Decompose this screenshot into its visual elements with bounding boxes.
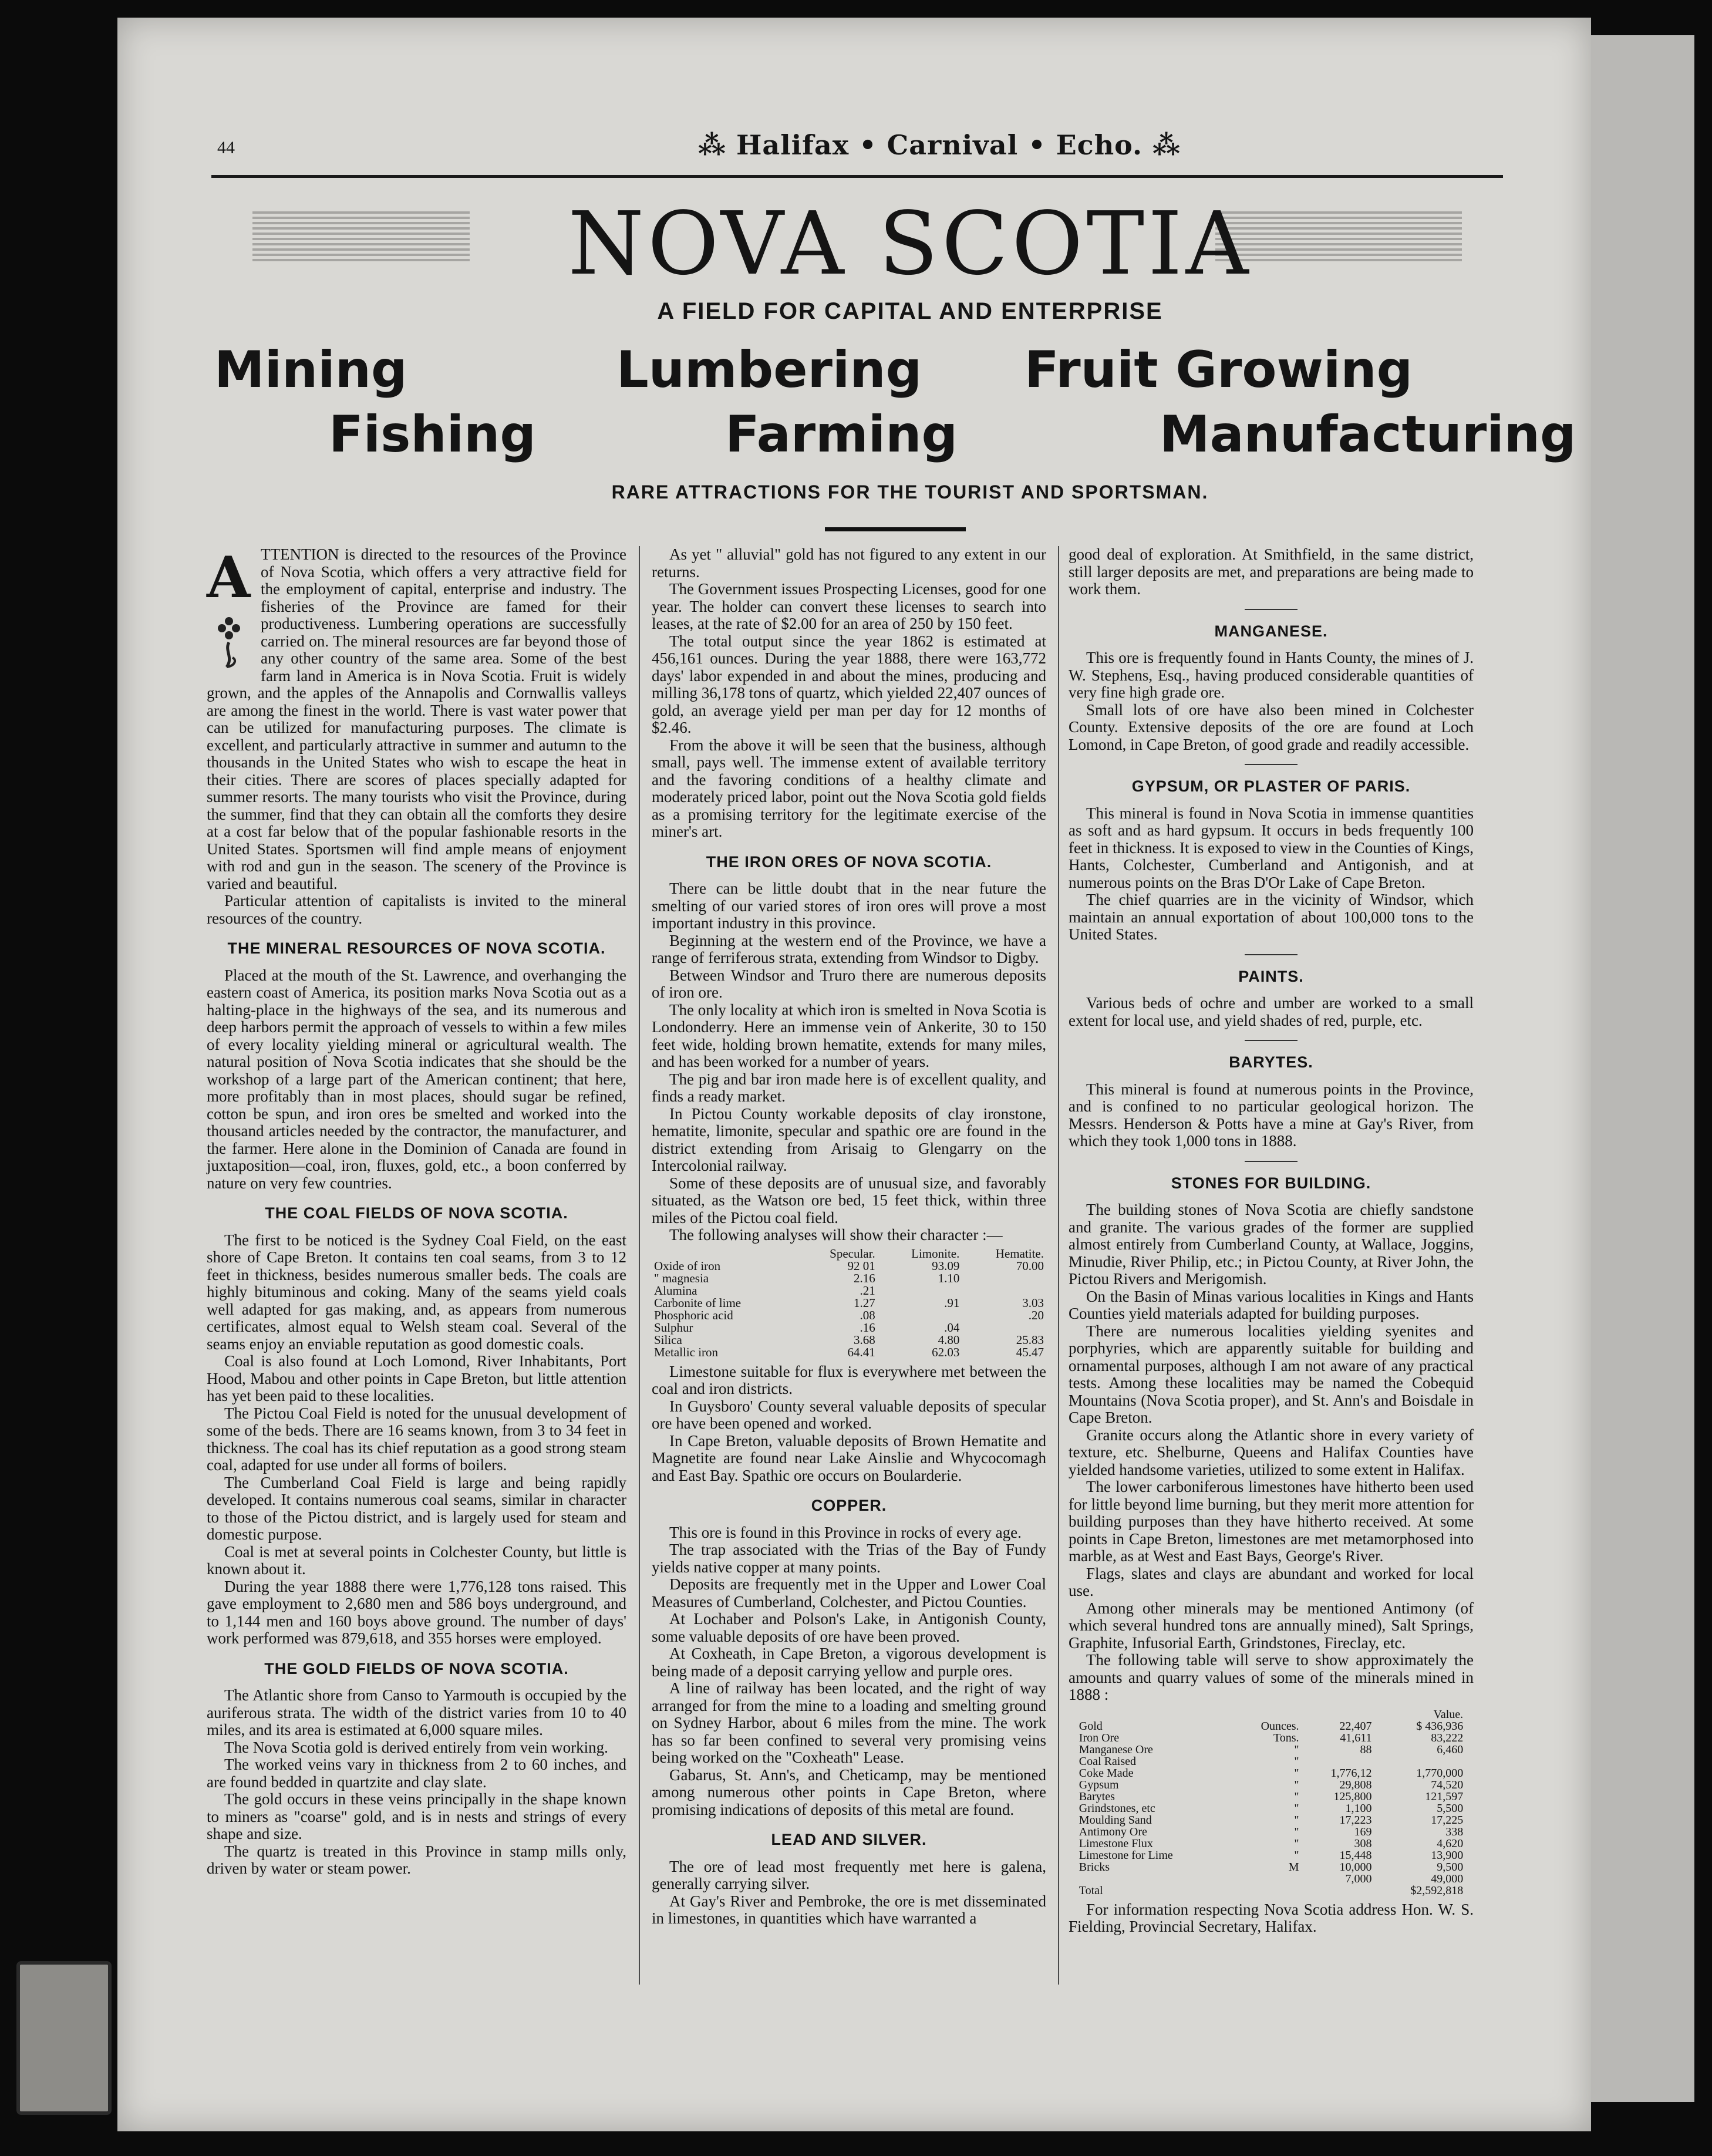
- paragraph: The Pictou Coal Field is noted for the unusual development of some of the beds. There are 16 seams known, from 3 to 34 feet in thickness. The coal has its chief reputation as a good strong steam coal, adapted for use under all forms of boilers.: [207, 1404, 626, 1474]
- table-cell: Moulding Sand: [1079, 1813, 1152, 1827]
- table-row: [1077, 1861, 1465, 1873]
- table-cell: ": [1294, 1766, 1299, 1780]
- table-cell: Barytes: [1079, 1790, 1115, 1803]
- heading-gold-fields: THE GOLD FIELDS OF NOVA SCOTIA.: [264, 1659, 569, 1677]
- page-number: 44: [217, 138, 235, 157]
- table-cell: ": [1294, 1825, 1299, 1838]
- table-cell: Coke Made: [1079, 1766, 1134, 1780]
- column-rule-2: [1058, 546, 1059, 1985]
- table-cell: 308: [1354, 1837, 1372, 1850]
- table-header-row: [652, 1248, 1046, 1260]
- table-cell: 1.27: [853, 1295, 875, 1310]
- table-cell: 121,597: [1425, 1790, 1464, 1803]
- table-cell: 4.80: [938, 1332, 960, 1347]
- paragraph: Granite occurs along the Atlantic shore in every variety of texture, etc. Shelburne, Queens and Halifax Counties have yielded handsome varieties, utilized to some extent in Halifax.: [1069, 1426, 1474, 1478]
- table-cell: [1234, 1873, 1302, 1885]
- section-divider: [1245, 1161, 1298, 1162]
- paragraph: Small lots of ore have also been mined in Colchester County. Extensive deposits of the ore are found at Loch Lomond, in Cape Breton, of good grade and readily accessible.: [1069, 700, 1474, 753]
- paragraph: The Cumberland Coal Field is large and being rapidly developed. It contains numerous coal seams, similar in character to those of the Pictou district, and is largely used for steam and domestic purpose.: [207, 1473, 626, 1543]
- table-cell: Oxide of iron: [654, 1258, 721, 1273]
- table-cell: Coal Raised: [1079, 1754, 1137, 1768]
- heading-iron-ores: THE IRON ORES OF NOVA SCOTIA.: [706, 853, 992, 871]
- table-cell: ": [1294, 1848, 1299, 1862]
- industry-farming: Farming: [725, 405, 958, 464]
- paragraph: Coal is met at several points in Colchester County, but little is known about it.: [207, 1542, 626, 1578]
- column-2: [652, 546, 1046, 1928]
- table-cell: 45.47: [1016, 1345, 1044, 1359]
- table-cell: Alumina: [654, 1283, 697, 1298]
- table-header-cell: [1302, 1709, 1374, 1720]
- table-header-row: [1077, 1709, 1465, 1720]
- table-cell: 338: [1445, 1825, 1464, 1838]
- paragraph: The ore of lead most frequently met here is galena, generally carrying silver.: [652, 1857, 1046, 1892]
- table-row: [1077, 1873, 1465, 1885]
- table-cell: 3.03: [1022, 1295, 1044, 1310]
- paragraph: The Atlantic shore from Canso to Yarmouth is occupied by the auriferous strata. The width of the district varies from 10 to 40 miles, and its area is estimated at 6,000 square miles.: [207, 1686, 626, 1739]
- table-cell: 10,000: [1339, 1860, 1372, 1874]
- table-cell: 22,407: [1339, 1719, 1372, 1733]
- table-cell: Gypsum: [1079, 1778, 1119, 1791]
- heading-gypsum: GYPSUM, OR PLASTER OF PARIS.: [1131, 777, 1411, 795]
- table-cell: 74,520: [1431, 1778, 1464, 1791]
- paragraph: This ore is found in this Province in rocks of every age.: [669, 1523, 1022, 1541]
- newspaper-page: [117, 18, 1591, 2131]
- table-cell: Antimony Ore: [1079, 1825, 1147, 1838]
- table-cell: 5,500: [1437, 1801, 1464, 1815]
- paragraph: The worked veins vary in thickness from 2 to 60 inches, and are found bedded in quartzite and clay slate.: [207, 1756, 626, 1791]
- heading-mineral-resources: THE MINERAL RESOURCES OF NOVA SCOTIA.: [227, 939, 606, 957]
- paragraph: This mineral is found at numerous points in the Province, and is confined to no particular geological horizon. The Messrs. Henderson & Potts have a mine at Gay's River, from which they took 1,000 tons in 1888.: [1069, 1080, 1474, 1150]
- drop-cap-letter: A: [207, 544, 251, 611]
- industry-fishing: Fishing: [329, 405, 536, 464]
- section-divider: [1245, 954, 1298, 955]
- table-row: [1077, 1791, 1465, 1803]
- paragraph: good deal of exploration. At Smithfield, in the same district, still larger deposits are met, and preparations are being made to work them.: [1069, 545, 1474, 598]
- section-divider: [1245, 1040, 1298, 1041]
- paragraph: The Government issues Prospecting Licenses, good for one year. The holder can convert these licenses to search into leases, at the rate of $2.00 for an area of 250 by 150 feet.: [652, 580, 1046, 632]
- table-header-cell: Hematite.: [995, 1246, 1044, 1261]
- paragraph: Flags, slates and clays are abundant and worked for local use.: [1069, 1564, 1474, 1599]
- table-cell: Grindstones, etc: [1079, 1801, 1155, 1815]
- heading-coal-fields: THE COAL FIELDS OF NOVA SCOTIA.: [265, 1204, 568, 1222]
- table-header-cell: [1077, 1709, 1234, 1720]
- table-cell: .20: [1028, 1308, 1044, 1322]
- table-cell: [1077, 1873, 1234, 1885]
- table-row: [1077, 1767, 1465, 1779]
- table-cell: Tons.: [1273, 1731, 1299, 1744]
- industry-manufacturing: Manufacturing: [1160, 405, 1576, 464]
- total-label: Total: [1079, 1884, 1103, 1897]
- paragraph: In Guysboro' County several valuable deposits of specular ore have been opened and worked.: [652, 1397, 1046, 1432]
- table-cell: Sulphur: [654, 1320, 693, 1335]
- table-row: [652, 1322, 1046, 1334]
- table-cell: 62.03: [932, 1345, 960, 1359]
- table-row: [652, 1272, 1046, 1285]
- table-cell: 169: [1354, 1825, 1372, 1838]
- table-cell: ": [1294, 1813, 1299, 1827]
- paragraph: The trap associated with the Trias of the Bay of Fundy yields native copper at many points.: [652, 1541, 1046, 1576]
- table-cell: 4,620: [1437, 1837, 1464, 1850]
- paragraph: Gabarus, St. Ann's, and Cheticamp, may be mentioned among numerous other points in Cape Breton, where promising indications of deposits of this metal are found.: [652, 1766, 1046, 1818]
- table-cell: 1,770,000: [1416, 1766, 1464, 1780]
- table-row: [1077, 1803, 1465, 1814]
- table-cell: 17,225: [1431, 1813, 1464, 1827]
- table-cell: 1,776,12: [1330, 1766, 1372, 1780]
- paragraph: Beginning at the western end of the Province, we have a range of ferriferous strata, extending from Windsor to Digby.: [652, 931, 1046, 966]
- tagline: RARE ATTRACTIONS FOR THE TOURIST AND SPORTSMAN.: [611, 481, 1209, 503]
- paragraph: Placed at the mouth of the St. Lawrence, and overhanging the eastern coast of America, its position marks Nova Scotia out as a halting-place in the highways of the sea, and its numerous and deep harbors permit the approach of vessels to within a few miles of every locality yielding mineral or agricultural wealth. The natural position of Nova Scotia indicates that she should be the workshop of a large part of the American continent; that here, more profitably than in most places, should sugar be refined, cotton be spun, and iron ores be smelted and worked into the thousand articles needed by the contractor, the manufacturer, and the farmer. Here alone in the Dominion of Canada are found in juxtaposition—coal, iron, fluxes, gold, etc., a boon conferred by nature on very few countries.: [207, 966, 626, 1192]
- table-cell: [878, 1285, 962, 1297]
- table-cell: 88: [1360, 1743, 1372, 1756]
- paragraph: Particular attention of capitalists is invited to the mineral resources of the country.: [207, 892, 626, 927]
- column-1: [207, 546, 626, 1878]
- paragraph: At Lochaber and Polson's Lake, in Antigonish County, some valuable deposits of ore have been proved.: [652, 1610, 1046, 1645]
- table-row: [652, 1297, 1046, 1309]
- table-cell: $ 436,936: [1416, 1719, 1464, 1733]
- paragraph: This mineral is found in Nova Scotia in immense quantities as soft and as hard gypsum. It occurs in beds frequently 100 feet in thickness. It is exposed to view in the Counties of Kings, Hants, Colchester, Cumberland and Antigonish, and at numerous points on the Bras D'Or Lake of Cape Breton.: [1069, 804, 1474, 891]
- table-cell: 15,448: [1339, 1848, 1372, 1862]
- table-row: [1077, 1720, 1465, 1732]
- table-cell: [962, 1272, 1046, 1285]
- table-cell: Phosphoric acid: [654, 1308, 733, 1322]
- table-cell: ": [1294, 1801, 1299, 1815]
- paragraph: In Pictou County workable deposits of clay ironstone, hematite, limonite, specular and spathic ore are found in the district extending from Arisaig to Glengarry on the Intercolonial railway.: [652, 1104, 1046, 1174]
- table-header-cell: [652, 1248, 798, 1260]
- table-cell: ": [1294, 1754, 1299, 1768]
- table-row: [1077, 1838, 1465, 1850]
- table-row: [1077, 1732, 1465, 1744]
- intro-paragraph: TTENTION is directed to the resources of the Province of Nova Scotia, which offers a very attractive field for the employment of capital, enterprise and industry. The fisheries of the Province are famed for their productiveness. Lumbering operations are successfully carried on. The mineral resources are far beyond those of any other country of the same area. Some of the best farm land in America is in Nova Scotia. Fruit is widely grown, and the apples of the Annapolis and Cornwallis valleys are among the finest in the world. There is vast water power that can be utilized for manufacturing purposes. The climate is excellent, and particularly attractive in summer and autumn to the thousands in the United States who wish to escape the heat in their cities. There are scores of places specially adapted for summer resorts. The many tourists who visit the Province, during the summer, find that they can obtain all the comforts they desire at a cost far below that of the popular fashionable resorts in the United States. Sportsmen will find ample means of enjoyment with rod and gun in the season. The scenery of the Province is varied and beautiful.: [207, 545, 626, 892]
- paragraph: Among other minerals may be mentioned Antimony (of which several hundred tons are annually mined), Salt Springs, Graphite, Infusorial Earth, Grindstones, Fireclay, etc.: [1069, 1599, 1474, 1652]
- table-cell: Silica: [654, 1332, 682, 1347]
- table-row: [1077, 1814, 1465, 1826]
- industry-lumbering: Lumbering: [616, 341, 922, 399]
- table-row: [1077, 1779, 1465, 1791]
- column-3: [1069, 546, 1474, 1936]
- table-cell: Gold: [1079, 1719, 1103, 1733]
- table-header-cell: Value.: [1433, 1707, 1464, 1721]
- title-ornament-left: [252, 211, 470, 264]
- paragraph: The quartz is treated in this Province in stamp mills only, driven by water or steam power.: [207, 1842, 626, 1877]
- industry-fruit-growing: Fruit Growing: [1024, 341, 1413, 399]
- table-cell: ": [1294, 1778, 1299, 1791]
- paragraph: Between Windsor and Truro there are numerous deposits of iron ore.: [652, 966, 1046, 1001]
- paragraph: Various beds of ochre and umber are worked to a small extent for local use, and yield shades of red, purple, etc.: [1069, 994, 1474, 1029]
- table-row: [652, 1309, 1046, 1322]
- paragraph: From the above it will be seen that the business, although small, pays well. The immense extent of available territory and the favoring conditions of a healthy climate and moderately priced labor, point out the Nova Scotia gold fields as a promising territory for the legitimate exercise of the miner's art.: [652, 736, 1046, 840]
- paragraph: Coal is also found at Loch Lomond, River Inhabitants, Port Hood, Mabou and other points in Cape Breton, but little attention has yet been paid to these localities.: [207, 1352, 626, 1404]
- paragraph: The lower carboniferous limestones have hitherto been used for little beyond lime burning, but they merit more attention for building purposes than they have hitherto received. At some points in Cape Breton, limestones are met metamorphosed into marble, as at West and East Bays, George's River.: [1069, 1478, 1474, 1565]
- table-cell: 13,900: [1431, 1848, 1464, 1862]
- paragraph: On the Basin of Minas various localities in Kings and Hants Counties yield materials adapted for building purposes.: [1069, 1287, 1474, 1322]
- table-cell: Limestone Flux: [1079, 1837, 1153, 1850]
- table-cell: .91: [944, 1295, 960, 1310]
- table-cell: 7,000: [1345, 1872, 1372, 1885]
- table-cell: [1302, 1885, 1374, 1896]
- subtitle: A FIELD FOR CAPITAL AND ENTERPRISE: [657, 298, 1163, 324]
- binder-clip: [16, 1961, 112, 2115]
- table-cell: 9,500: [1437, 1860, 1464, 1874]
- table-total-row: [1077, 1885, 1465, 1896]
- floral-ornament-icon: [211, 608, 247, 673]
- paragraph: As yet " alluvial" gold has not figured to any extent in our returns.: [652, 545, 1046, 581]
- paragraph: At Coxheath, in Cape Breton, a vigorous development is being made of a deposit carrying yellow and purple ores.: [652, 1645, 1046, 1680]
- heading-barytes: BARYTES.: [1229, 1053, 1313, 1071]
- table-cell: ": [1294, 1790, 1299, 1803]
- heading-paints: PAINTS.: [1238, 967, 1304, 985]
- paragraph: During the year 1888 there were 1,776,128 tons raised. This gave employment to 2,680 men and 586 boys underground, and to 1,144 men and 160 boys above ground. The number of days' work performed was 879,618, and 355 horses were employed.: [207, 1577, 626, 1647]
- total-value: $2,592,818: [1410, 1884, 1464, 1897]
- table-cell: [1234, 1885, 1302, 1896]
- table-row: [1077, 1756, 1465, 1767]
- mineral-output-table: [1077, 1709, 1465, 1896]
- table-cell: 41,611: [1340, 1731, 1372, 1744]
- paragraph: This ore is frequently found in Hants County, the mines of J. W. Stephens, Esq., having produced considerable quantities of very fine high grade ore.: [1069, 649, 1474, 701]
- table-cell: 1,100: [1345, 1801, 1372, 1815]
- paragraph: The gold occurs in these veins principally in the shape known to miners as "coarse" gold, and is in nests and strings of every shape and size.: [207, 1790, 626, 1842]
- table-cell: [1302, 1756, 1374, 1767]
- table-cell: [962, 1285, 1046, 1297]
- table-cell: " magnesia: [654, 1271, 709, 1285]
- table-cell: 83,222: [1431, 1731, 1464, 1744]
- table-cell: 29,808: [1339, 1778, 1372, 1791]
- paragraph: The chief quarries are in the vicinity of Windsor, which maintain an annual exportation of about 100,000 tons to the United States.: [1069, 891, 1474, 943]
- paragraph: In Cape Breton, valuable deposits of Brown Hematite and Magnetite are found near Lake Ainslie and Whycocomagh and East Bay. Spathic ore occurs on Boularderie.: [652, 1431, 1046, 1484]
- table-row: [1077, 1850, 1465, 1861]
- heading-stones-building: STONES FOR BUILDING.: [1171, 1174, 1371, 1192]
- heading-manganese: MANGANESE.: [1214, 622, 1328, 640]
- table-cell: 17,223: [1339, 1813, 1372, 1827]
- iron-analysis-table: [652, 1248, 1046, 1359]
- table-cell: [962, 1322, 1046, 1334]
- table-cell: 1.10: [938, 1271, 960, 1285]
- running-head: ⁂ Halifax • Carnival • Echo. ⁂: [697, 129, 1181, 161]
- paragraph: Some of these deposits are of unusual size, and favorably situated, as the Watson ore bed, 15 feet thick, within three miles of the Pictou coal field.: [652, 1174, 1046, 1227]
- table-cell: 70.00: [1016, 1258, 1044, 1273]
- table-cell: 2.16: [853, 1271, 875, 1285]
- paragraph: The Nova Scotia gold is derived entirely from vein working.: [224, 1738, 608, 1756]
- tagline-rule: [825, 527, 966, 531]
- table-cell: 93.09: [932, 1258, 960, 1273]
- table-cell: Limestone for Lime: [1079, 1848, 1173, 1862]
- closing-address: For information respecting Nova Scotia address Hon. W. S. Fielding, Provincial Secretary, Halifax.: [1069, 1900, 1474, 1935]
- table-cell: Carbonite of lime: [654, 1295, 742, 1310]
- drop-cap: [207, 544, 254, 679]
- table-cell: .04: [944, 1320, 960, 1335]
- table-cell: ": [1294, 1743, 1299, 1756]
- table-header-cell: Limonite.: [911, 1246, 960, 1261]
- paragraph: The building stones of Nova Scotia are chiefly sandstone and granite. The various grades of the former are supplied almost entirely from Cumberland County, at Wallace, Joggins, Minudie, River Philip, etc.; in Pictou County, at River John, the Pictou Rivers and Merigomish.: [1069, 1201, 1474, 1288]
- paragraph: The total output since the year 1862 is estimated at 456,161 ounces. During the year 1888, there were 163,772 days' labor expended in and about the mines, producing and milling 36,178 tons of quartz, which yielded 22,407 ounces of gold, an average yield per man per day for 12 months of $2.46.: [652, 632, 1046, 736]
- table-cell: .16: [860, 1320, 875, 1335]
- heading-copper: COPPER.: [811, 1497, 887, 1514]
- table-cell: .21: [860, 1283, 875, 1298]
- table-cell: M: [1288, 1860, 1299, 1874]
- paragraph: The following analyses will show their character :—: [669, 1226, 1003, 1244]
- paragraph: The first to be noticed is the Sydney Coal Field, on the east shore of Cape Breton. It contains ten coal seams, from 3 to 12 feet in thickness, besides numerous smaller beds. The coals are highly bituminous and coking. Many of the seams yield coals well adapted for gas making, and, as appears from numerous certificates, almost equal to Welsh steam coal. Several of the seams enjoy an enviable reputation as good domestic coals.: [207, 1231, 626, 1353]
- table-cell: 3.68: [853, 1332, 875, 1347]
- paragraph: There are numerous localities yielding syenites and porphyries, which are apparently suitable for building and ornamental purposes, although I am not aware of any practical tests. Among these localities may be named the Cobequid Mountains (Nova Scotia proper), and St. Ann's and Boisdale in Cape Breton.: [1069, 1322, 1474, 1426]
- table-cell: Iron Ore: [1079, 1731, 1120, 1744]
- table-cell: 6,460: [1437, 1743, 1464, 1756]
- table-cell: 25.83: [1016, 1332, 1044, 1347]
- table-row: [1077, 1826, 1465, 1838]
- table-cell: 49,000: [1431, 1872, 1464, 1885]
- table-cell: .08: [860, 1308, 875, 1322]
- paragraph: At Gay's River and Pembroke, the ore is met disseminated in limestones, in quantities which have warranted a: [652, 1892, 1046, 1927]
- table-cell: 125,800: [1333, 1790, 1372, 1803]
- industry-mining: Mining: [214, 341, 407, 399]
- section-divider: [1245, 609, 1298, 610]
- table-cell: ": [1294, 1837, 1299, 1850]
- table-cell: [878, 1309, 962, 1322]
- table-cell: Manganese Ore: [1079, 1743, 1153, 1756]
- table-cell: Ounces.: [1261, 1719, 1299, 1733]
- table-cell: [1374, 1756, 1465, 1767]
- table-header-cell: [1234, 1709, 1302, 1720]
- paragraph: Deposits are frequently met in the Upper and Lower Coal Measures of Cumberland, Colchester, and Pictou Counties.: [652, 1575, 1046, 1611]
- paragraph: There can be little doubt that in the near future the smelting of our varied stores of iron ores will prove a most important industry in this province.: [652, 880, 1046, 932]
- paragraph: Limestone suitable for flux is everywhere met between the coal and iron districts.: [652, 1362, 1046, 1397]
- table-row: [652, 1285, 1046, 1297]
- table-row: [652, 1260, 1046, 1272]
- table-cell: Metallic iron: [654, 1345, 719, 1359]
- column-rule-1: [639, 546, 640, 1985]
- header-rule: [211, 175, 1503, 178]
- section-divider: [1245, 764, 1298, 765]
- paragraph: The pig and bar iron made here is of excellent quality, and finds a ready market.: [652, 1070, 1046, 1105]
- table-row: [652, 1334, 1046, 1346]
- paragraph: The following table will serve to show approximately the amounts and quarry values of some of the minerals mined in 1888 :: [1069, 1651, 1474, 1703]
- table-row: [1077, 1744, 1465, 1756]
- table-cell: Bricks: [1079, 1860, 1110, 1874]
- heading-lead-silver: LEAD AND SILVER.: [771, 1831, 927, 1848]
- table-cell: 92 01: [847, 1258, 875, 1273]
- table-row: [652, 1346, 1046, 1359]
- table-header-cell: Specular.: [830, 1246, 875, 1261]
- paragraph: A line of railway has been located, and the right of way arranged for from the mine to a loading and smelting ground on Sydney Harbor, about 6 miles from the mine. The work has so far been confined to several very promising veins being worked on the "Coxheath" Lease.: [652, 1679, 1046, 1766]
- table-cell: 64.41: [847, 1345, 875, 1359]
- page-title: NOVA SCOTIA: [568, 193, 1252, 294]
- paragraph: The only locality at which iron is smelted in Nova Scotia is Londonderry. Here an immense vein of Ankerite, 30 to 150 feet wide, holding brown hematite, extends for many miles, and has been worked for a number of years.: [652, 1000, 1046, 1070]
